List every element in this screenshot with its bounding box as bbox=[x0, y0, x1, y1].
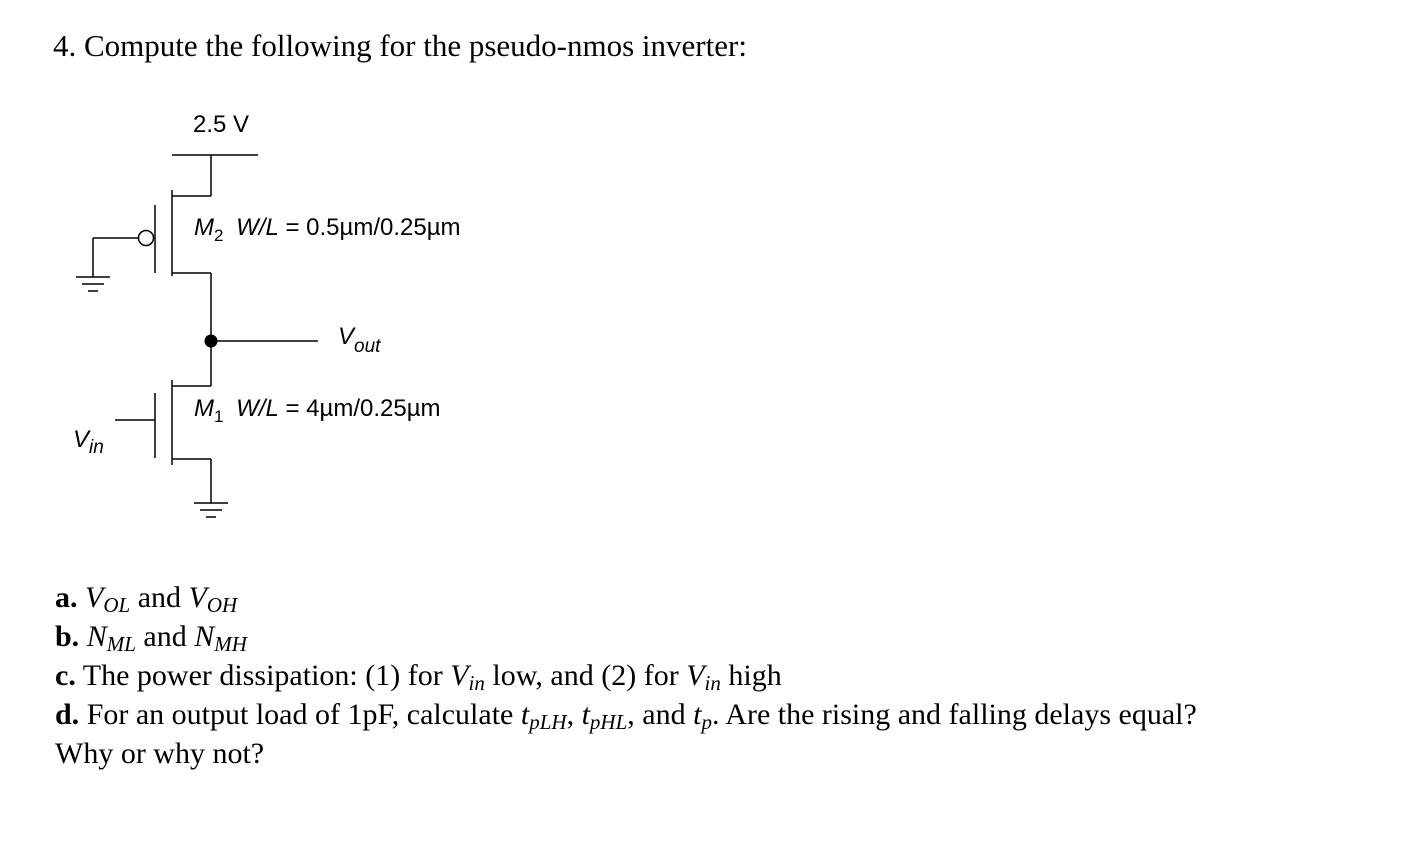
vin-subscript: in bbox=[89, 437, 104, 458]
question-c-prefix: c. bbox=[55, 659, 76, 692]
question-c-var2-sub: in bbox=[704, 671, 721, 695]
m2-label bbox=[194, 216, 461, 244]
question-c-var2: V bbox=[686, 659, 705, 692]
question-b-var1-sub: ML bbox=[106, 632, 136, 656]
supply-voltage-label: 2.5 V bbox=[193, 111, 250, 138]
question-c-text3: high bbox=[720, 659, 782, 692]
question-b bbox=[55, 617, 1197, 656]
vout-label bbox=[338, 325, 380, 356]
m2-wl-label: W/L bbox=[236, 214, 279, 241]
question-d-t2-sub: pHL bbox=[589, 710, 628, 734]
question-d-sep1: , bbox=[566, 698, 582, 731]
question-c-var1-sub: in bbox=[468, 671, 485, 695]
m1-wl-label: W/L bbox=[236, 395, 279, 422]
vin-label bbox=[73, 428, 104, 457]
question-d bbox=[55, 695, 1197, 734]
question-c-text2: low, and (2) for bbox=[484, 659, 687, 692]
question-d-t1-sub: pLH bbox=[529, 710, 567, 734]
m1-label bbox=[194, 397, 441, 425]
m1-subscript: 1 bbox=[214, 407, 224, 426]
question-d-t2: t bbox=[581, 698, 590, 731]
question-d-t1: t bbox=[520, 698, 530, 731]
question-d-text1: For an output load of 1pF, calculate bbox=[79, 698, 521, 731]
question-a-var2: V bbox=[188, 581, 207, 614]
problem-title: 4. Compute the following for the pseudo-nmos inverter: bbox=[53, 28, 747, 63]
question-a-mid: and bbox=[130, 581, 189, 614]
vout-main: V bbox=[338, 323, 355, 350]
question-c bbox=[55, 656, 1197, 695]
question-a-var2-sub: OH bbox=[206, 593, 238, 617]
question-c-text1: The power dissipation: (1) for bbox=[75, 659, 451, 692]
question-a-var1: V bbox=[85, 581, 104, 614]
question-d-t3: t bbox=[693, 698, 702, 731]
m2-name: M bbox=[194, 214, 214, 241]
output-node-dot bbox=[205, 335, 218, 348]
m1-name: M bbox=[194, 395, 214, 422]
question-b-var1: N bbox=[86, 620, 107, 653]
question-list bbox=[55, 578, 1197, 773]
question-b-mid: and bbox=[135, 620, 195, 653]
question-d-text2: . Are the rising and falling delays equal? bbox=[711, 698, 1197, 731]
question-d-t3-sub: p bbox=[701, 710, 712, 734]
question-d-sep2: , and bbox=[627, 698, 694, 731]
vin-main: V bbox=[73, 426, 90, 453]
question-b-var2: N bbox=[194, 620, 215, 653]
question-d-line2: Why or why not? bbox=[55, 737, 265, 770]
m2-wl-value: = 0.5µm/0.25µm bbox=[285, 214, 461, 241]
question-a-var1-sub: OL bbox=[103, 593, 131, 617]
question-a bbox=[55, 578, 1197, 617]
m2-subscript: 2 bbox=[214, 226, 224, 245]
m1-wl-value: = 4µm/0.25µm bbox=[285, 395, 441, 422]
question-d-prefix: d. bbox=[55, 698, 80, 731]
question-c-var1: V bbox=[450, 659, 469, 692]
m2-gate-bubble bbox=[139, 231, 154, 246]
question-b-prefix: b. bbox=[55, 620, 80, 653]
vout-subscript: out bbox=[354, 336, 381, 357]
question-a-prefix: a. bbox=[55, 581, 78, 614]
question-b-var2-sub: MH bbox=[214, 632, 247, 656]
